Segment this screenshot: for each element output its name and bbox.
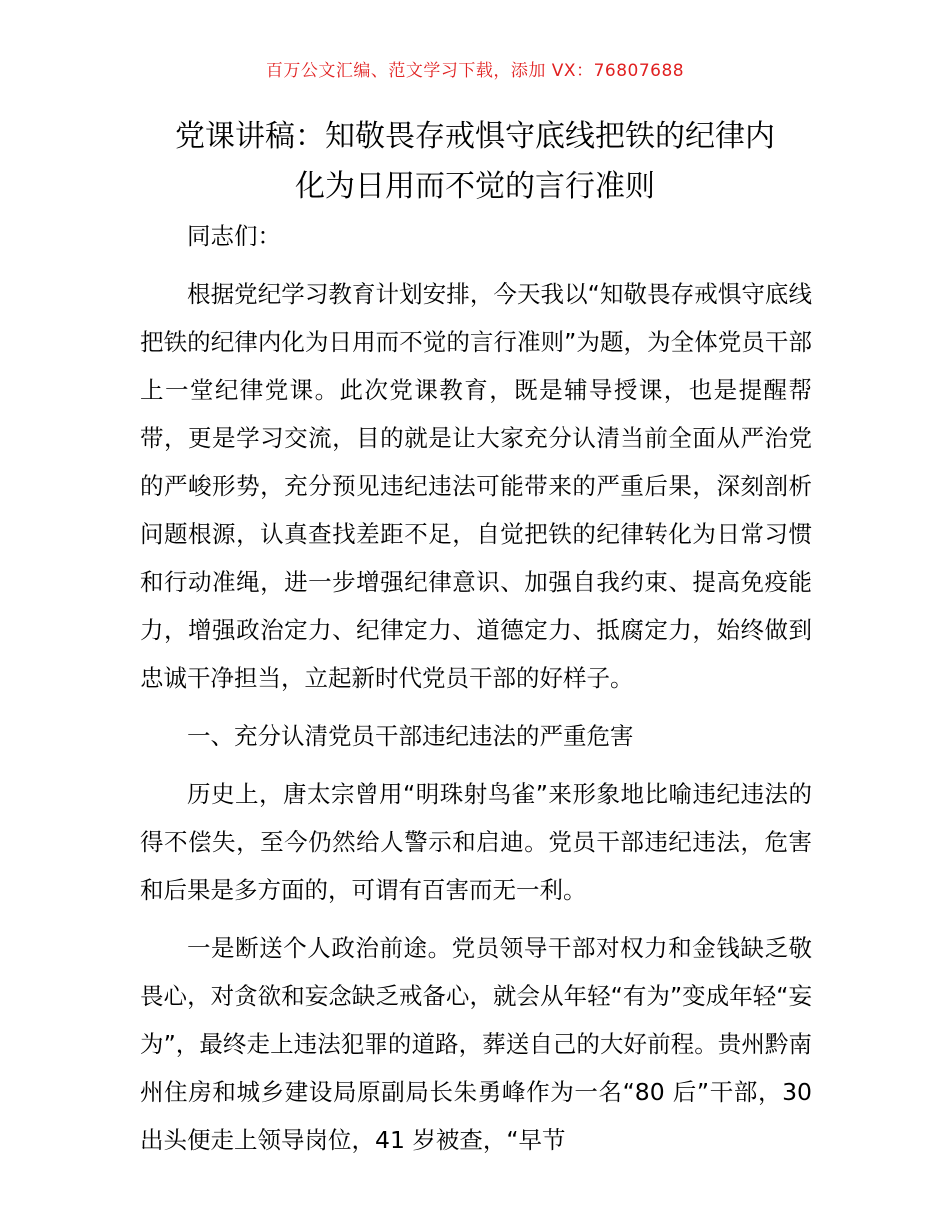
paragraph-point-1: 一是断送个人政治前途。党员领导干部对权力和金钱缺乏敬畏心，对贪欲和妄念缺乏戒备心，就会从年轻“有为”变成年轻“妄为”，最终走上违法犯罪的道路，葬送自己的大好前程。贵州黔南州住房和城乡建设局原副局长朱勇峰作为一名“80 后”干部，30 出头便走上领导岗位，41 岁被查，“早节 — [140, 934, 812, 1154]
title-line-1: 党课讲稿：知敬畏存戒惧守底线把铁的纪律内 — [175, 119, 775, 154]
document-title — [140, 112, 810, 212]
section-heading-1: 一、充分认清党员干部违纪违法的严重危害 — [187, 722, 634, 750]
paragraph-intro: 根据党纪学习教育计划安排，今天我以“知敬畏存戒惧守底线把铁的纪律内化为日用而不觉的言行准则”为题，为全体党员干部上一堂纪律党课。此次党课教育，既是辅导授课，也是提醒帮带，更是学习交流，目的就是让大家充分认清当前全面从严治党的严峻形势，充分预见违纪违法可能带来的严重后果，深刻剖析问题根源，认真查找差距不足，自觉把铁的纪律转化为日常习惯和行动准绳，进一步增强纪律意识、加强自我约束、提高免疫能力，增强政治定力、纪律定力、道德定力、抵腐定力，始终做到忠诚干净担当，立起新时代党员干部的好样子。 — [140, 280, 812, 692]
paragraph-history: 历史上，唐太宗曾用“明珠射鸟雀”来形象地比喻违纪违法的得不偿失，至今仍然给人警示和启迪。党员干部违纪违法，危害和后果是多方面的，可谓有百害而无一利。 — [140, 780, 812, 904]
title-line-2: 化为日用而不觉的言行准则 — [295, 169, 655, 204]
header-note: 百万公文汇编、范文学习下载，添加 VX：76807688 — [265, 61, 685, 81]
document-body — [140, 212, 812, 1174]
salutation: 同志们： — [187, 222, 281, 250]
